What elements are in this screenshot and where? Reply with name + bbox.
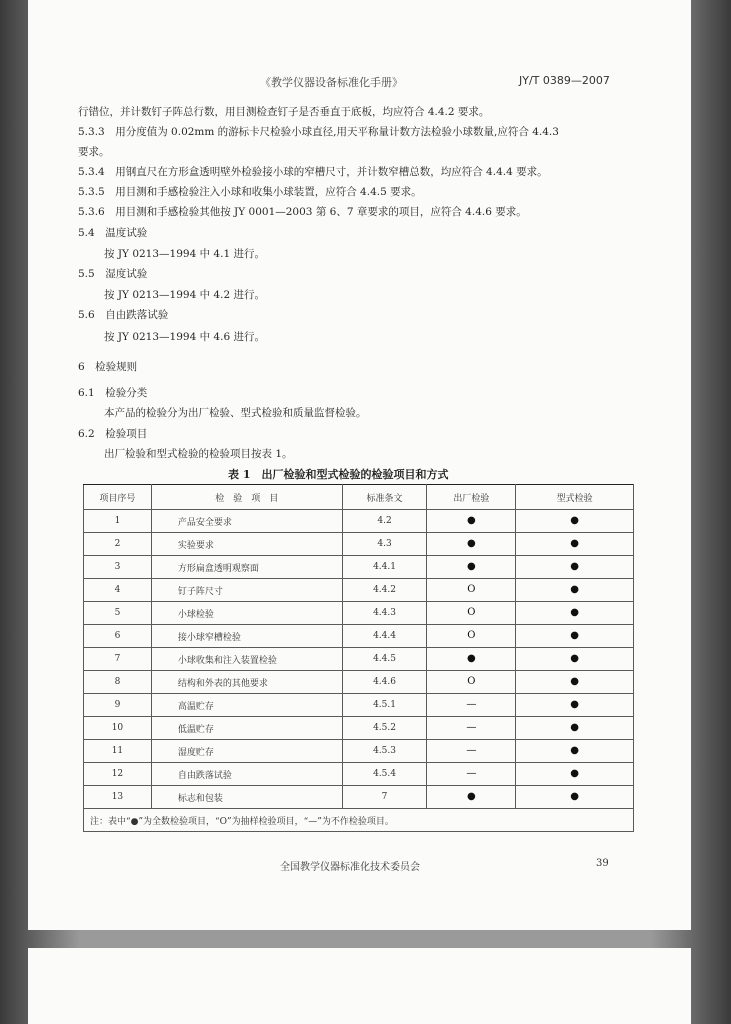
- heading-5-6: 5.6 自由跌落试验: [78, 309, 169, 321]
- table-row: [84, 786, 634, 809]
- table-row: [84, 740, 634, 763]
- header-clause: 标准条文: [342, 485, 427, 510]
- cell-clause: 4.4.3: [342, 602, 427, 625]
- cell-no: 9: [84, 694, 152, 717]
- table-title: 表 1 出厂检验和型式检验的检验项目和方式: [228, 468, 449, 481]
- cell-no: 13: [84, 786, 152, 809]
- cell-item: 实验要求: [151, 533, 342, 556]
- cell-item: 高温贮存: [151, 694, 342, 717]
- type-mark: ●: [570, 722, 579, 733]
- cell-item: 产品安全要求: [151, 510, 342, 533]
- table-row: [84, 533, 634, 556]
- cell-no: 5: [84, 602, 152, 625]
- type-mark: ●: [570, 630, 579, 641]
- type-mark: ●: [570, 515, 579, 526]
- factory-mark: —: [466, 768, 477, 779]
- text-line: 按 JY 0213—1994 中 4.6 进行。: [104, 331, 265, 343]
- cell-no: 2: [84, 533, 152, 556]
- table-row: [84, 625, 634, 648]
- table-row: [84, 579, 634, 602]
- cell-clause: 4.2: [342, 510, 427, 533]
- cell-clause: 4.5.1: [342, 694, 427, 717]
- type-mark: ●: [570, 791, 579, 802]
- heading-6: 6 检验规则: [78, 361, 138, 373]
- table-row: [84, 648, 634, 671]
- cell-item: 接小球窄槽检验: [151, 625, 342, 648]
- type-mark: ●: [570, 676, 579, 687]
- cell-item: 小球收集和注入装置检验: [151, 648, 342, 671]
- factory-mark: ●: [466, 653, 476, 664]
- cell-item: 标志和包装: [151, 786, 342, 809]
- table-note: 注：表中“●”为全数检验项目，“O”为抽样检验项目，“—”为不作检验项目。: [84, 809, 634, 832]
- clause-5-3-4: 5.3.4 用钢直尺在方形盒透明壁外检验接小球的窄槽尺寸，并计数窄槽总数，均应符合 4.4.4 要求。: [78, 166, 548, 178]
- type-mark: ●: [570, 768, 579, 779]
- cell-no: 3: [84, 556, 152, 579]
- cell-item: 低温贮存: [151, 717, 342, 740]
- text-line: 要求。: [78, 146, 110, 158]
- cell-item: 小球检验: [151, 602, 342, 625]
- header-type-inspection: 型式检验: [516, 485, 634, 510]
- header-factory-inspection: 出厂检验: [427, 485, 516, 510]
- header-item: 检 验 项 目: [151, 485, 342, 510]
- table-row: [84, 694, 634, 717]
- factory-mark: O: [467, 676, 476, 687]
- cell-no: 1: [84, 510, 152, 533]
- cell-no: 12: [84, 763, 152, 786]
- type-mark: ●: [570, 538, 579, 549]
- cell-clause: 4.4.1: [342, 556, 427, 579]
- cell-no: 11: [84, 740, 152, 763]
- factory-mark: —: [466, 699, 477, 710]
- table-note-row: [84, 809, 634, 832]
- cell-clause: 4.4.4: [342, 625, 427, 648]
- header-item-no: 项目序号: [84, 485, 152, 510]
- table-header-row: [84, 485, 634, 510]
- table-row: [84, 556, 634, 579]
- cell-item: 自由跌落试验: [151, 763, 342, 786]
- factory-mark: ●: [466, 515, 476, 526]
- next-page-edge: [28, 948, 691, 1024]
- table-row: [84, 763, 634, 786]
- text-line: 出厂检验和型式检验的检验项目按表 1。: [104, 448, 293, 460]
- clause-5-3-3: 5.3.3 用分度值为 0.02mm 的游标卡尺检验小球直径,用天平称量计数方法检验小球数量,应符合 4.4.3: [78, 126, 559, 138]
- table-row: [84, 602, 634, 625]
- cell-no: 7: [84, 648, 152, 671]
- cell-clause: 4.5.2: [342, 717, 427, 740]
- cell-clause: 4.4.2: [342, 579, 427, 602]
- table-row: [84, 717, 634, 740]
- cell-clause: 4.4.6: [342, 671, 427, 694]
- factory-mark: O: [467, 607, 476, 618]
- factory-mark: O: [467, 630, 476, 641]
- cell-item: 湿度贮存: [151, 740, 342, 763]
- cell-no: 6: [84, 625, 152, 648]
- table-row: [84, 510, 634, 533]
- type-mark: ●: [570, 745, 579, 756]
- inspection-items-table: [83, 484, 634, 832]
- cell-item: 方形扁盒透明观察面: [151, 556, 342, 579]
- text-line: 本产品的检验分为出厂检验、型式检验和质量监督检验。: [104, 407, 367, 419]
- text-line: 按 JY 0213—1994 中 4.2 进行。: [104, 289, 265, 301]
- type-mark: ●: [570, 607, 579, 618]
- clause-5-3-6: 5.3.6 用目测和手感检验其他按 JY 0001—2003 第 6、7 章要求的项目，应符合 4.4.6 要求。: [78, 206, 527, 218]
- cell-clause: 4.5.3: [342, 740, 427, 763]
- factory-mark: ●: [466, 791, 476, 802]
- factory-mark: —: [466, 745, 477, 756]
- footer-organization: 全国教学仪器标准化技术委员会: [280, 862, 420, 873]
- text-line: 按 JY 0213—1994 中 4.1 进行。: [104, 248, 265, 260]
- heading-6-1: 6.1 检验分类: [78, 387, 148, 399]
- table-row: [84, 671, 634, 694]
- factory-mark: O: [467, 584, 476, 595]
- factory-mark: ●: [466, 538, 476, 549]
- cell-no: 8: [84, 671, 152, 694]
- cell-item: 结构和外表的其他要求: [151, 671, 342, 694]
- text-line: 行错位，并计数钉子阵总行数，用目测检查钉子是否垂直于底板，均应符合 4.4.2 要求。: [78, 106, 490, 118]
- factory-mark: ●: [466, 561, 476, 572]
- cell-clause: 4.4.5: [342, 648, 427, 671]
- heading-5-4: 5.4 温度试验: [78, 227, 148, 239]
- clause-5-3-5: 5.3.5 用目测和手感检验注入小球和收集小球装置，应符合 4.4.5 要求。: [78, 186, 422, 198]
- document-page: [28, 0, 691, 930]
- cell-no: 4: [84, 579, 152, 602]
- cell-clause: 4.3: [342, 533, 427, 556]
- running-header-standard-no: JY/T 0389—2007: [519, 74, 610, 87]
- page-number: 39: [596, 858, 609, 869]
- type-mark: ●: [570, 584, 579, 595]
- cell-clause: 7: [342, 786, 427, 809]
- type-mark: ●: [570, 653, 579, 664]
- running-header-title: 《教学仪器设备标准化手册》: [260, 76, 403, 89]
- cell-no: 10: [84, 717, 152, 740]
- factory-mark: —: [466, 722, 477, 733]
- cell-item: 钉子阵尺寸: [151, 579, 342, 602]
- heading-5-5: 5.5 湿度试验: [78, 268, 148, 280]
- heading-6-2: 6.2 检验项目: [78, 428, 148, 440]
- cell-clause: 4.5.4: [342, 763, 427, 786]
- type-mark: ●: [570, 699, 579, 710]
- type-mark: ●: [570, 561, 579, 572]
